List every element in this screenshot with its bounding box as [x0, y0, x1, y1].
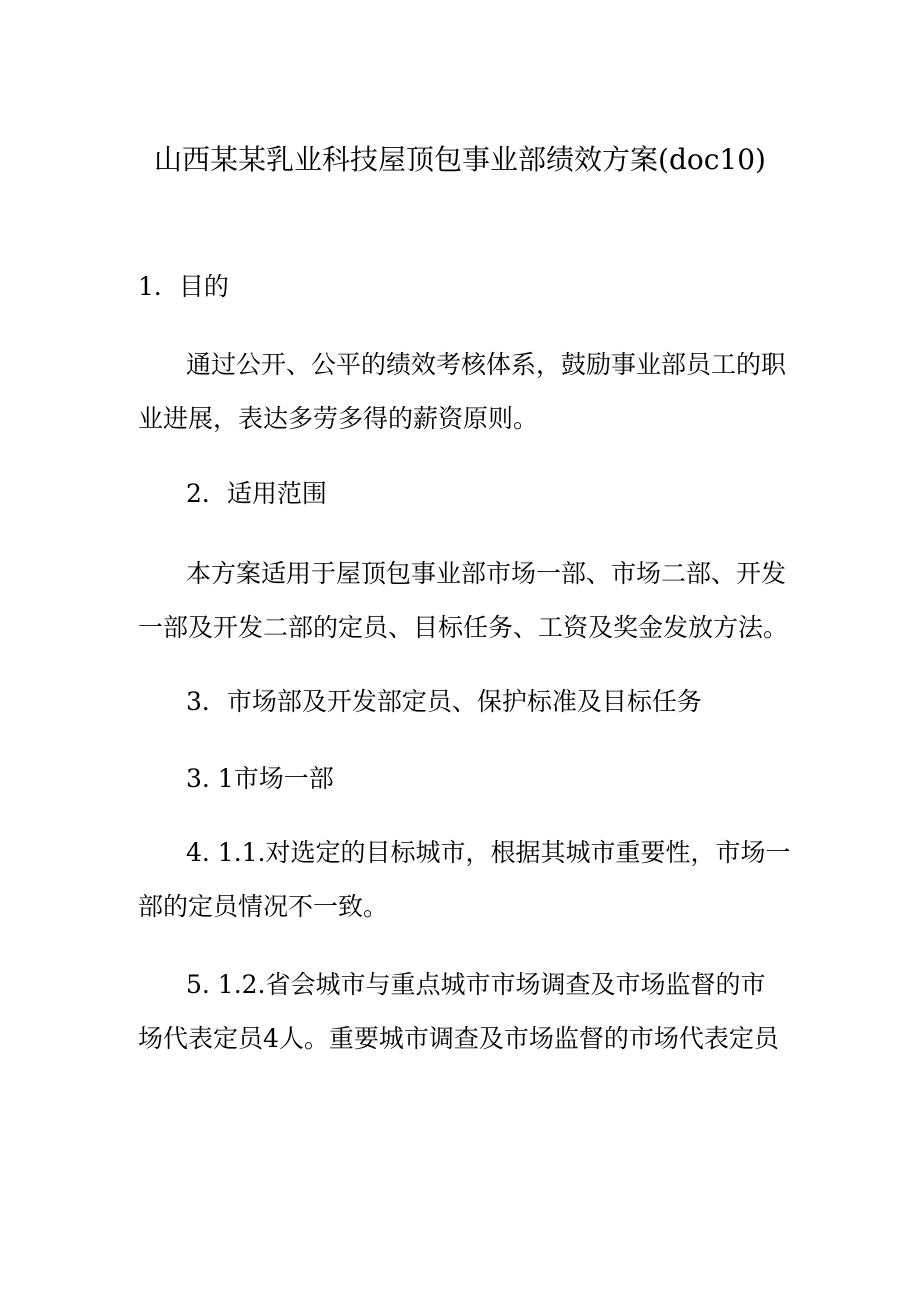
section-1-body	[138, 338, 788, 446]
section-heading-text: 3．市场部及开发部定员、保护标准及目标任务	[186, 687, 702, 716]
section-2-heading	[138, 467, 788, 521]
paragraph-line: 场代表定员4人。重要城市调查及市场监督的市场代表定员	[138, 1024, 779, 1053]
document-title: 山西某某乳业科技屋顶包事业部绩效方案(doc10)	[154, 143, 766, 176]
section-1-heading	[138, 260, 788, 314]
paragraph-line: 4. 1.1.对选定的目标城市，根据其城市重要性，市场一	[186, 838, 791, 867]
paragraph-line: 一部及开发二部的定员、目标任务、工资及奖金发放方法。	[138, 613, 789, 642]
paragraph-line: 部的定员情况不一致。	[138, 892, 389, 921]
section-4-paragraph	[138, 826, 791, 934]
paragraph-line: 业进展，表达多劳多得的薪资原则。	[138, 404, 539, 433]
section-5-paragraph	[138, 958, 788, 1066]
paragraph-line: 5. 1.2.省会城市与重点城市市场调查及市场监督的市	[186, 970, 766, 999]
section-heading-text: 1．目的	[138, 272, 229, 301]
paragraph-line: 本方案适用于屋顶包事业部市场一部、市场二部、开发	[186, 559, 787, 588]
section-heading-text: 2．适用范围	[186, 479, 327, 508]
section-heading-text: 3. 1市场一部	[186, 764, 334, 793]
section-3-heading	[138, 675, 788, 729]
section-3-1-heading	[138, 752, 788, 806]
section-2-body	[138, 547, 788, 655]
paragraph-line: 通过公开、公平的绩效考核体系，鼓励事业部员工的职	[186, 350, 787, 379]
